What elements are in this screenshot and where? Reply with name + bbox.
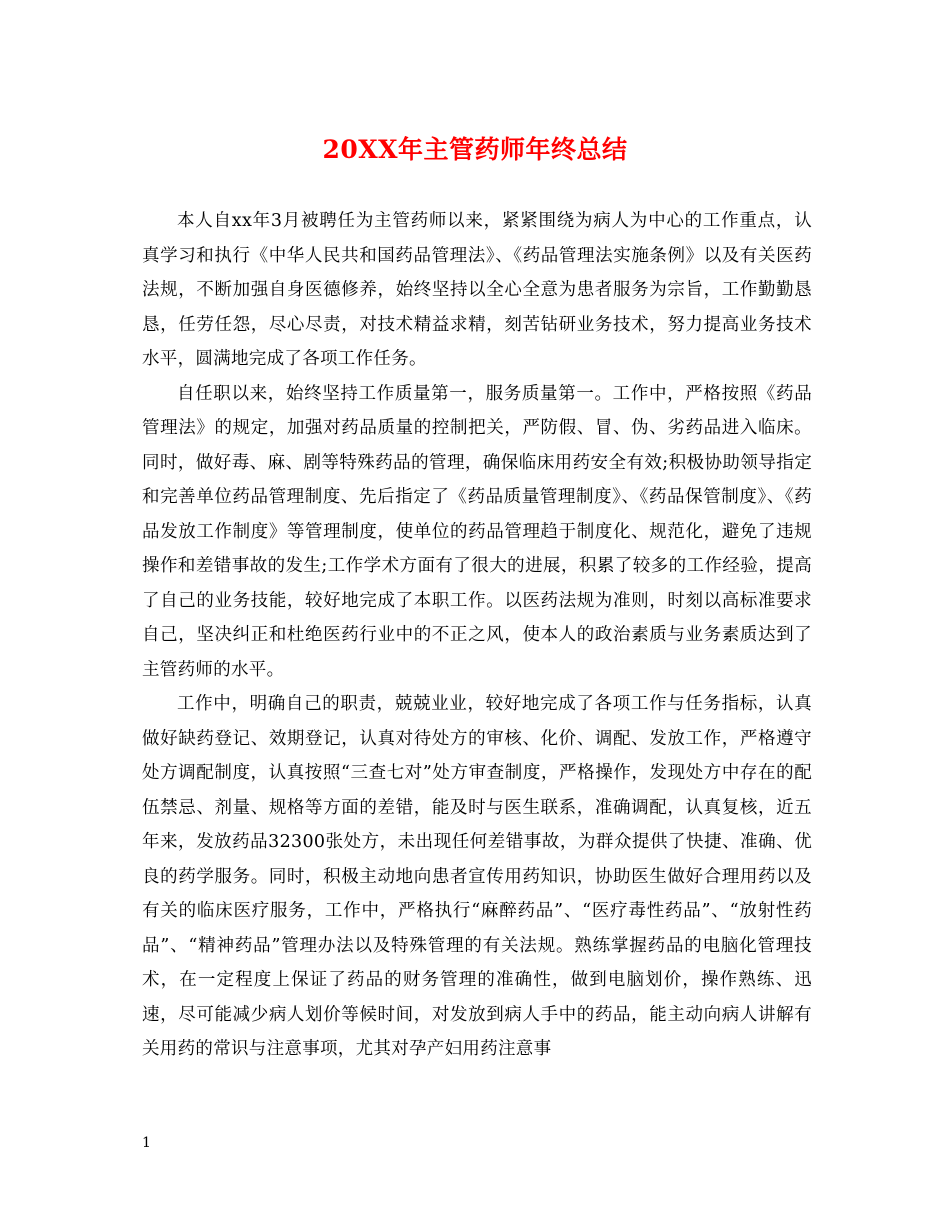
paragraph-3: 工作中，明确自己的职责，兢兢业业，较好地完成了各项工作与任务指标，认真做好缺药登记、效期登记，认真对待处方的审核、化价、调配、发放工作，严格遵守处方调配制度，认真按照“三查七对”处方审查制度，严格操作，发现处方中存在的配伍禁忌、剂量、规格等方面的差错，能及时与医生联系，准确调配，认真复核，近五年来，发放药品32300张处方，未出现任何差错事故，为群众提供了快捷、准确、优良的药学服务。同时，积极主动地向患者宣传用药知识，协助医生做好合理用药以及有关的临床医疗服务，工作中，严格执行“麻醉药品”、“医疗毒性药品”、“放射性药品”、“精神药品”管理办法以及特殊管理的有关法规。熟练掌握药品的电脑化管理技术，在一定程度上保证了药品的财务管理的准确性，做到电脑划价，操作熟练、迅速，尽可能减少病人划价等候时间，对发放到病人手中的药品，能主动向病人讲解有关用药的常识与注意事项，尤其对孕产妇用药注意事 bbox=[142, 694, 812, 1059]
document-title: 20XX年主管药师年终总结 bbox=[322, 135, 628, 164]
page-number: 1 bbox=[142, 1135, 151, 1151]
document-body bbox=[142, 204, 812, 1067]
paragraph-2: 自任职以来，始终坚持工作质量第一，服务质量第一。工作中，严格按照《药品管理法》的规定，加强对药品质量的控制把关，严防假、冒、伪、劣药品进入临床。同时，做好毒、麻、剧等特殊药品的管理，确保临床用药安全有效;积极协助领导指定和完善单位药品管理制度、先后指定了《药品质量管理制度》、《药品保管制度》、《药品发放工作制度》等管理制度，使单位的药品管理趋于制度化、规范化，避免了违规操作和差错事故的发生;工作学术方面有了很大的进展，积累了较多的工作经验，提高了自己的业务技能，较好地完成了本职工作。以医药法规为准则，时刻以高标准要求自己，坚决纠正和杜绝医药行业中的不正之风，使本人的政治素质与业务素质达到了主管药师的水平。 bbox=[142, 383, 812, 680]
paragraph-1: 本人自xx年3月被聘任为主管药师以来，紧紧围绕为病人为中心的工作重点，认真学习和执行《中华人民共和国药品管理法》、《药品管理法实施条例》以及有关医药法规，不断加强自身医德修养，始终坚持以全心全意为患者服务为宗旨，工作勤勤恳恳，任劳任怨，尽心尽责，对技术精益求精，刻苦钻研业务技术，努力提高业务技术水平，圆满地完成了各项工作任务。 bbox=[142, 211, 812, 369]
